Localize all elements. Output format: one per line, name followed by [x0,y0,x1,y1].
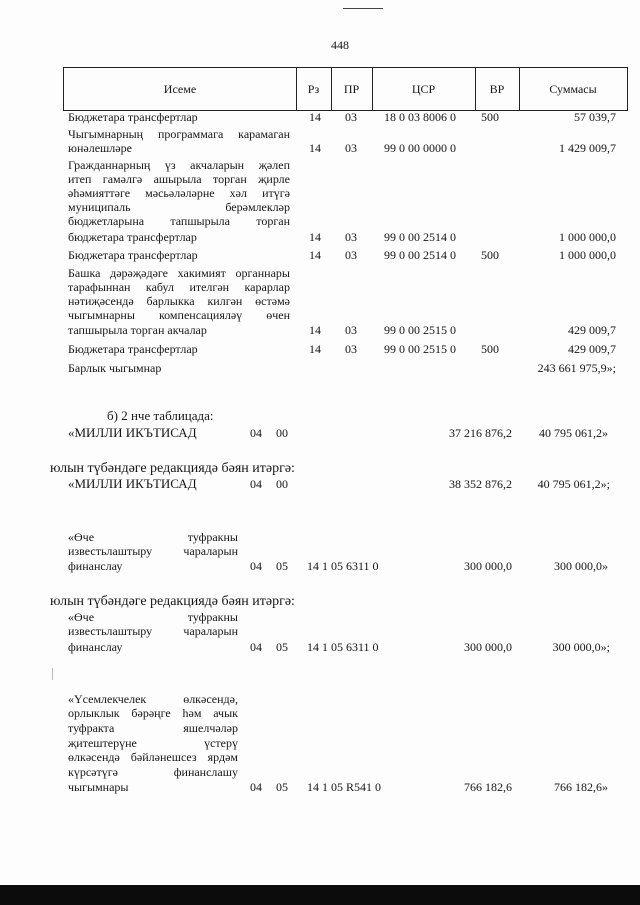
header-vr: ВР [489,82,505,96]
row-rz: 04 [250,477,262,491]
row-name-line: «Өче туфракны [68,530,238,544]
row-value-2: 300 000,0»; [552,640,610,654]
row-value-1: 38 352 876,2 [449,477,512,491]
row-csr: 99 0 00 0000 0 [384,141,456,155]
row-sum: 1 429 009,7 [559,141,616,155]
row-name-line: чыгымнарны компенсацияләү өчен [68,308,290,322]
row-rz: 14 [309,141,321,155]
table-header [63,67,628,111]
row-name-line: күрсәтүгә финанслашу [68,765,238,779]
row-name-line: «Өче туфракны [68,610,238,624]
row-csr: 14 1 05 6311 0 [307,640,379,654]
row-csr: 14 1 05 6311 0 [307,559,379,573]
row-pr: 03 [345,323,357,337]
row-sum: 57 039,7 [574,110,616,124]
row-name: Бюджетара трансфертлар [68,248,198,262]
row-name-line: туфракта яшелчәләр [68,721,238,735]
row-rz: 14 [309,230,321,244]
scan-border-bottom [0,885,640,905]
row-csr: 99 0 00 2515 0 [384,342,456,356]
row-vr: 500 [481,248,499,262]
row-value-1: 37 216 876,2 [449,426,512,440]
header-name: Исеме [163,82,197,96]
row-rz: 04 [250,640,262,654]
row-name-line: финанслау [68,559,123,573]
page-number: 448 [331,38,349,52]
row-name-line: әһәмияттәге мәсьәләләрне хәл итүгә [68,186,290,200]
row-rz: 04 [250,780,262,794]
header-pr: ПР [343,82,360,96]
row-name-line: бюджетара трансфертлар [68,230,197,244]
row-name: «МИЛЛИ ИКЪТИСАД [68,425,197,440]
row-value-2: 300 000,0» [554,559,608,573]
row-csr: 99 0 00 2514 0 [384,248,456,262]
row-rz: 14 [309,342,321,356]
row-rz: 04 [250,559,262,573]
row-rz: 14 [309,110,321,124]
total-label: Барлык чыгымнар [68,361,162,375]
header-csr: ЦСР [411,82,436,96]
row-sum: 1 000 000,0 [559,248,616,262]
row-pr: 03 [345,342,357,356]
row-name-line: орлыклык бәрәңге һәм ачык [68,706,238,720]
row-name-line: юнәлешләре [68,141,132,155]
scan-mark [52,668,53,680]
row-pr: 05 [276,559,288,573]
row-rz: 04 [250,426,262,440]
row-sum: 1 000 000,0 [559,230,616,244]
row-rz: 14 [309,323,321,337]
row-name-line: чыгымнары [68,780,129,794]
row-name-line: известьлаштыру чараларын [68,544,238,558]
section-heading: б) 2 нче таблицада: [107,408,214,423]
row-name-line: өлкәсендә бәйләнешсез ярдәм [68,750,238,764]
row-name-line: Чыгымнарның программага карамаган [68,127,290,141]
row-pr: 03 [345,110,357,124]
row-pr: 05 [276,640,288,654]
row-pr: 03 [345,141,357,155]
row-name: Бюджетара трансфертлар [68,110,198,124]
row-pr: 03 [345,230,357,244]
row-pr: 03 [345,248,357,262]
row-name: Бюджетара трансфертлар [68,342,198,356]
row-vr: 500 [481,342,499,356]
row-name-line: нәтиҗәсендә барлыкка килгән өстәмә [68,294,290,308]
row-name-line: Гражданнарның үз акчаларын җәлеп [68,158,290,172]
row-csr: 18 0 03 8006 0 [384,110,456,124]
scan-mark [343,8,383,9]
row-name-line: бюджетларына тапшырыла торган [68,214,290,228]
edit-phrase: юлын түбәндәге редакциядә бәян итәргә: [50,594,295,609]
row-pr: 00 [276,477,288,491]
row-csr: 99 0 00 2514 0 [384,230,456,244]
row-name-line: тапшырыла торган акчалар [68,323,207,337]
row-value-1: 766 182,6 [464,780,512,794]
row-name: «МИЛЛИ ИКЪТИСАД [68,476,197,491]
header-sum: Суммасы [549,82,597,96]
row-pr: 00 [276,426,288,440]
row-name-line: известьлаштыру чараларын [68,624,238,638]
row-name-line: җитештерүне үстерү [68,736,238,750]
row-pr: 05 [276,780,288,794]
row-name-line: итеп гамәлгә ашырыла торган җирле [68,172,290,186]
row-name-line: муниципаль берәмлекләр [68,200,290,214]
row-rz: 14 [309,248,321,262]
header-rz: Рз [307,82,320,96]
row-csr: 99 0 00 2515 0 [384,323,456,337]
row-vr: 500 [481,110,499,124]
row-csr: 14 1 05 R541 0 [307,780,382,794]
row-name-line: тарафыннан кабул ителгән карарлар [68,280,290,294]
row-value-2: 40 795 061,2» [539,426,608,440]
row-value-1: 300 000,0 [464,559,512,573]
row-name-line: финанслау [68,640,123,654]
row-sum: 429 009,7 [568,342,616,356]
row-sum: 429 009,7 [568,323,616,337]
edit-phrase: юлын түбәндәге редакциядә бәян итәргә: [50,461,295,476]
row-value-1: 300 000,0 [464,640,512,654]
row-value-2: 766 182,6» [554,780,608,794]
total-sum: 243 661 975,9»; [537,361,616,375]
row-name-line: «Үсемлекчелек өлкәсендә, [68,692,238,706]
row-name-line: Башка дәрәҗәдәге хакимият органнары [68,266,290,280]
row-value-2: 40 795 061,2»; [537,477,610,491]
